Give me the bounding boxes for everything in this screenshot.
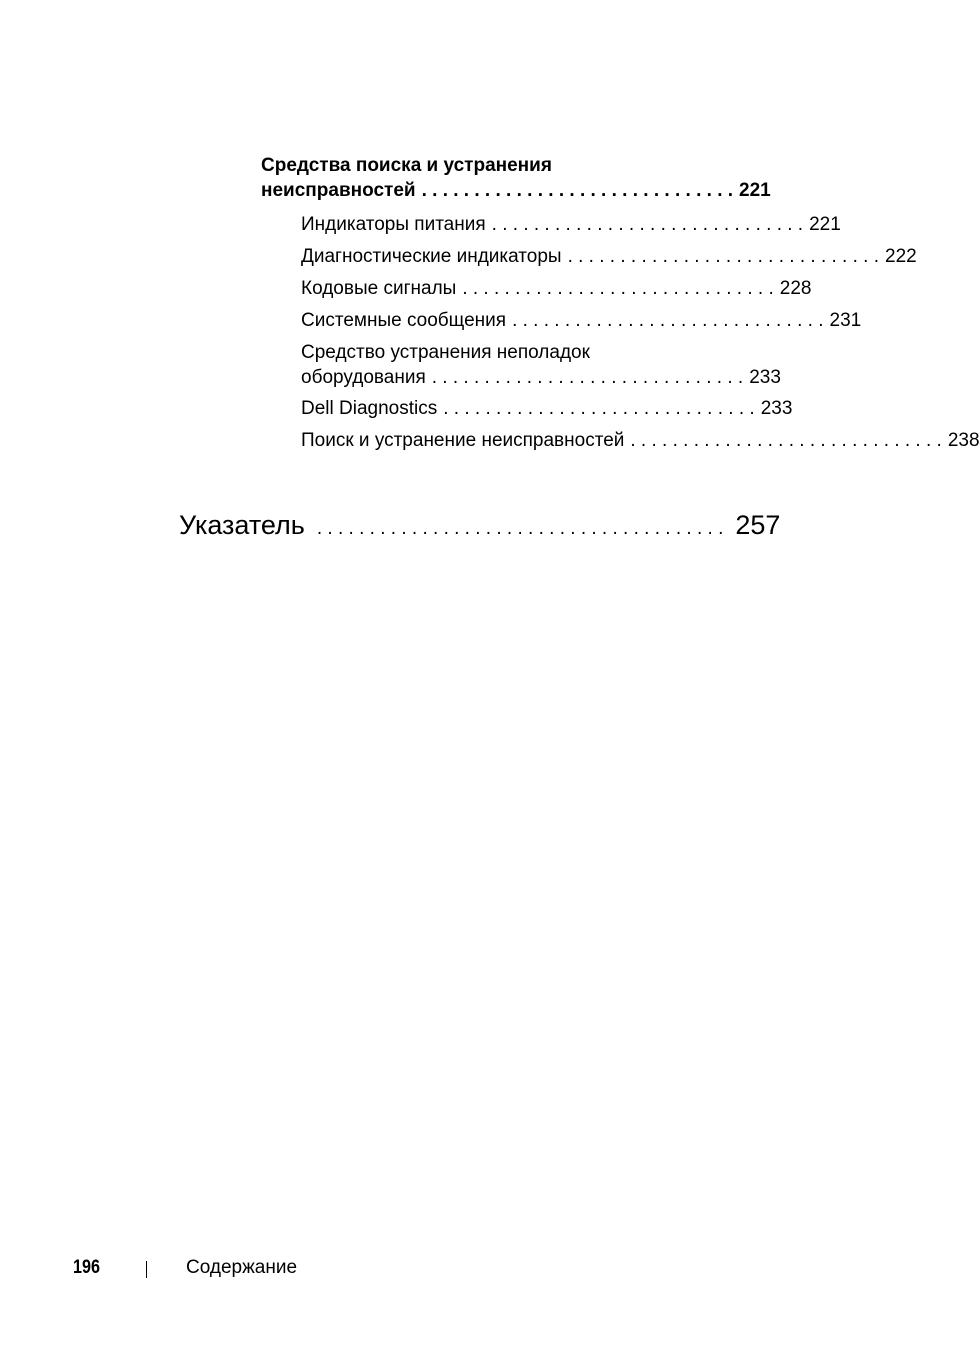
toc-page-number: 221 xyxy=(809,214,841,235)
toc-main-entry-line xyxy=(261,180,771,202)
dot-leader: . . . . . . . . . . . . . . . . . . . . . . . . . . . . . . xyxy=(512,310,824,331)
dot-leader: . . . . . . . . . . . . . . . . . . . . . . . . . . . . . . xyxy=(431,367,744,388)
toc-main-entry-title-line1: Средства поиска и устранения xyxy=(261,155,552,176)
toc-sub-entry xyxy=(301,398,793,420)
toc-sub-entry xyxy=(301,310,862,332)
footer-page-number: 196 xyxy=(73,1257,100,1278)
toc-entry-label: Индикаторы питания xyxy=(301,214,486,235)
dot-leader: . . . . . . . . . . . . . . . . . . . . . . . . . . . . . . xyxy=(630,430,942,451)
footer-divider xyxy=(146,1261,147,1278)
toc-sub-entry xyxy=(301,430,980,452)
toc-page-number: 233 xyxy=(749,367,781,388)
toc-sub-entry xyxy=(301,278,812,300)
toc-page-number: 233 xyxy=(760,398,793,419)
toc-page-number: 222 xyxy=(885,246,917,267)
toc-page-number: 231 xyxy=(829,310,862,331)
toc-page-number: 257 xyxy=(735,510,781,540)
toc-sub-entry xyxy=(301,214,841,236)
dot-leader: . . . . . . . . . . . . . . . . . . . . . . . . . . . . . . xyxy=(567,246,880,267)
dot-leader: . . . . . . . . . . . . . . . . . . . . . . . . . . . . . . xyxy=(462,278,774,299)
toc-page-number: 238 xyxy=(947,430,980,451)
toc-entry-label-line1: Средство устранения неполадок xyxy=(301,342,590,363)
toc-index-label: Указатель xyxy=(179,510,305,540)
footer-section-title: Содержание xyxy=(186,1257,298,1278)
dot-leader: . . . . . . . . . . . . . . . . . . . . . . . . . . . . . . . . . . . . . . . xyxy=(316,518,724,539)
toc-page-number: 221 xyxy=(739,180,771,201)
dot-leader: . . . . . . . . . . . . . . . . . . . . . . . . . . . . . . xyxy=(443,398,755,419)
toc-index-entry xyxy=(179,510,781,541)
toc-entry-label: Диагностические индикаторы xyxy=(301,246,562,267)
toc-entry-label: оборудования xyxy=(301,367,426,388)
toc-main-entry-title-line2: неисправностей xyxy=(261,180,416,201)
toc-sub-entry xyxy=(301,367,781,389)
toc-page-number: 228 xyxy=(779,278,812,299)
toc-sub-entry xyxy=(301,246,917,268)
toc-entry-label: Dell Diagnostics xyxy=(301,398,438,419)
toc-entry-label: Системные сообщения xyxy=(301,310,507,331)
toc-entry-label: Поиск и устранение неисправностей xyxy=(301,430,625,451)
dot-leader: . . . . . . . . . . . . . . . . . . . . . . . . . . . . . . xyxy=(491,214,804,235)
dot-leader: . . . . . . . . . . . . . . . . . . . . . . . . . . . . . . xyxy=(421,180,734,201)
toc-entry-label: Кодовые сигналы xyxy=(301,278,457,299)
